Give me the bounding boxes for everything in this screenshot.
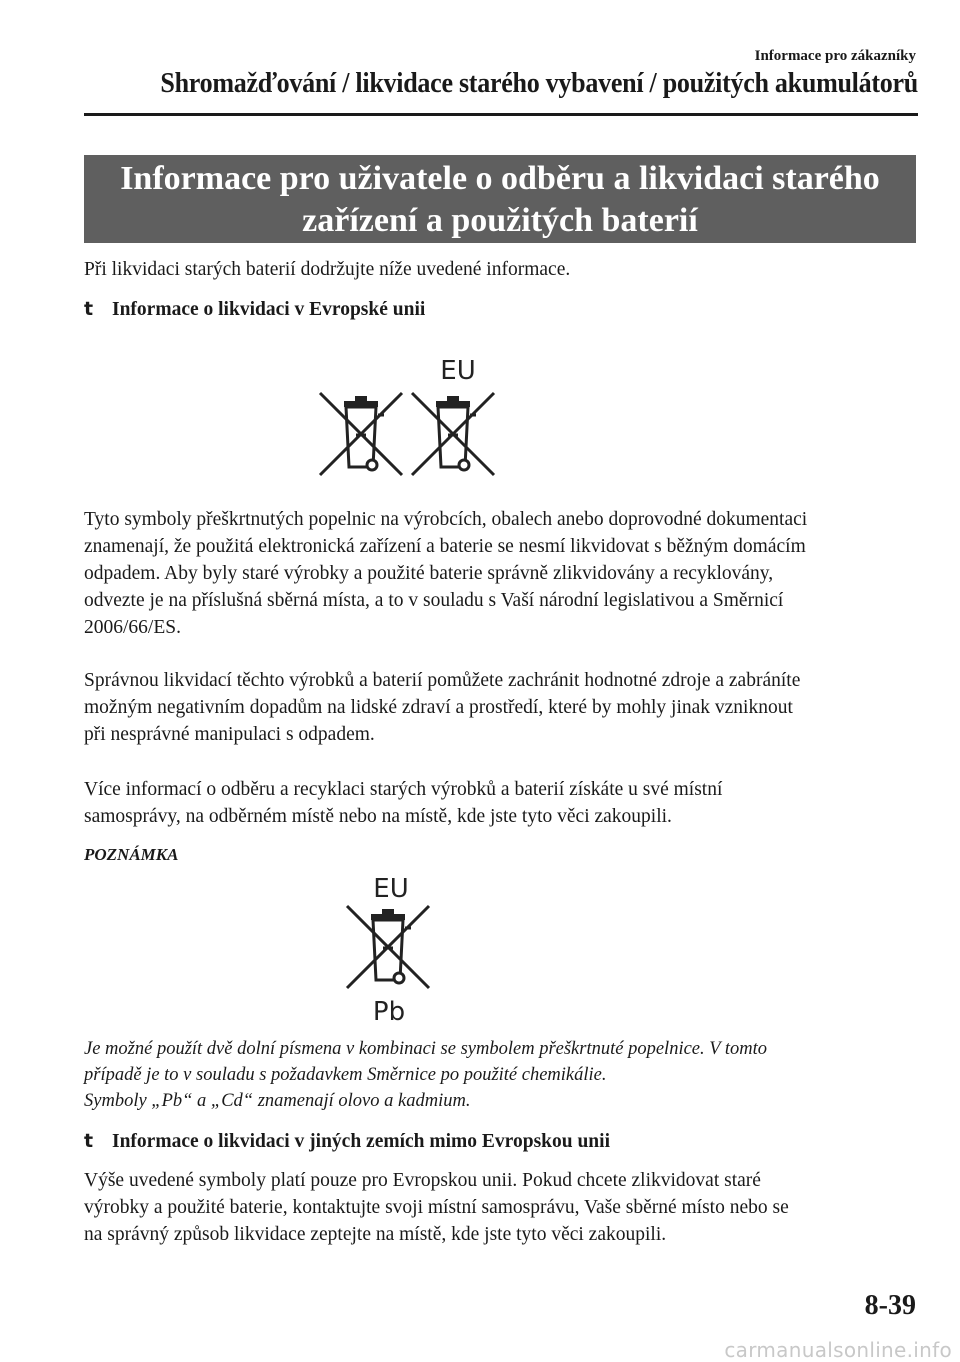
crossed-out-bins-icon: [300, 355, 510, 480]
page-number: 8-39: [864, 1290, 916, 1321]
eu-paragraph: Správnou likvidací těchto výrobků a baterií pomůžete zachránit hodnotné zdroje a zabráníte možným negativním dopadům na lidské zdraví a prostředí, které by mohly jinak vzniknout při nesprávné manipulaci s odpadem.: [84, 670, 801, 745]
non-eu-heading: [84, 1130, 610, 1153]
header-rule: [84, 113, 918, 116]
running-head: Informace pro zákazníky: [754, 48, 916, 64]
chapter-title: Shromažďování / likvidace starého vybavení / použitých akumulátorů: [160, 68, 919, 99]
non-eu-paragraph: Výše uvedené symboly platí pouze pro Evropskou unii. Pokud chcete zlikvidovat staré výrobky a použité baterie, kontaktujte svoji místní samosprávu, Vaše sběrné místo nebo se na správný způsob likvidace zeptejte na místě, kde jste tyto věci zakoupili.: [84, 1170, 789, 1245]
note-symbol-label-top: EU: [373, 874, 409, 904]
eu-paragraph: Tyto symboly přeškrtnutých popelnic na výrobcích, obalech anebo doprovodné dokumentaci znamenají, že použitá elektronická zařízení a baterie se nesmí likvidovat s běžným domácím odpadem. Aby byly staré výrobky a použité baterie správně zlikvidovány a recyklovány, odvezte je na příslušná sběrná místa, a to v souladu s Vaší národní legislativou a Směrnicí 2006/66/ES.: [84, 509, 808, 638]
note-label: POZNÁMKA: [84, 845, 179, 864]
crossed-bin-icon: [320, 393, 402, 475]
bullet-icon: t: [84, 1130, 94, 1152]
section-title-line-2: zařízení a použitých baterií: [302, 202, 698, 239]
bullet-icon: t: [84, 298, 94, 320]
intro-text: Při likvidaci starých baterií dodržujte níže uvedené informace.: [84, 259, 571, 280]
eu-paragraph: Více informací o odběru a recyklaci starých výrobků a baterií získáte u své místní samosprávy, na odběrném místě nebo na místě, kde jste tyto věci zakoupili.: [84, 779, 723, 827]
section-banner: [84, 155, 916, 243]
note-symbol-label-bottom: Pb: [372, 997, 406, 1025]
crossed-bin-icon: [412, 393, 494, 475]
eu-heading-text: Informace o likvidaci v Evropské unii: [112, 299, 426, 320]
watermark: carmanualsonline.info: [724, 1338, 952, 1362]
crossed-bin-pb-icon: [335, 870, 445, 1025]
section-title-line-1: Informace pro uživatele o odběru a likvidaci starého: [120, 160, 880, 197]
eu-heading: [84, 298, 425, 321]
non-eu-heading-text: Informace o likvidaci v jiných zemích mimo Evropskou unii: [112, 1131, 610, 1152]
eu-symbol-label: EU: [440, 356, 476, 386]
note-text: Je možné použít dvě dolní písmena v kombinaci se symbolem přeškrtnuté popelnice. V tomto případě je to v souladu s požadavkem Směrnice po použité chemikálie. Symboly „Pb“ a „Cd“ znamenají olovo a kadmium.: [84, 1039, 767, 1111]
